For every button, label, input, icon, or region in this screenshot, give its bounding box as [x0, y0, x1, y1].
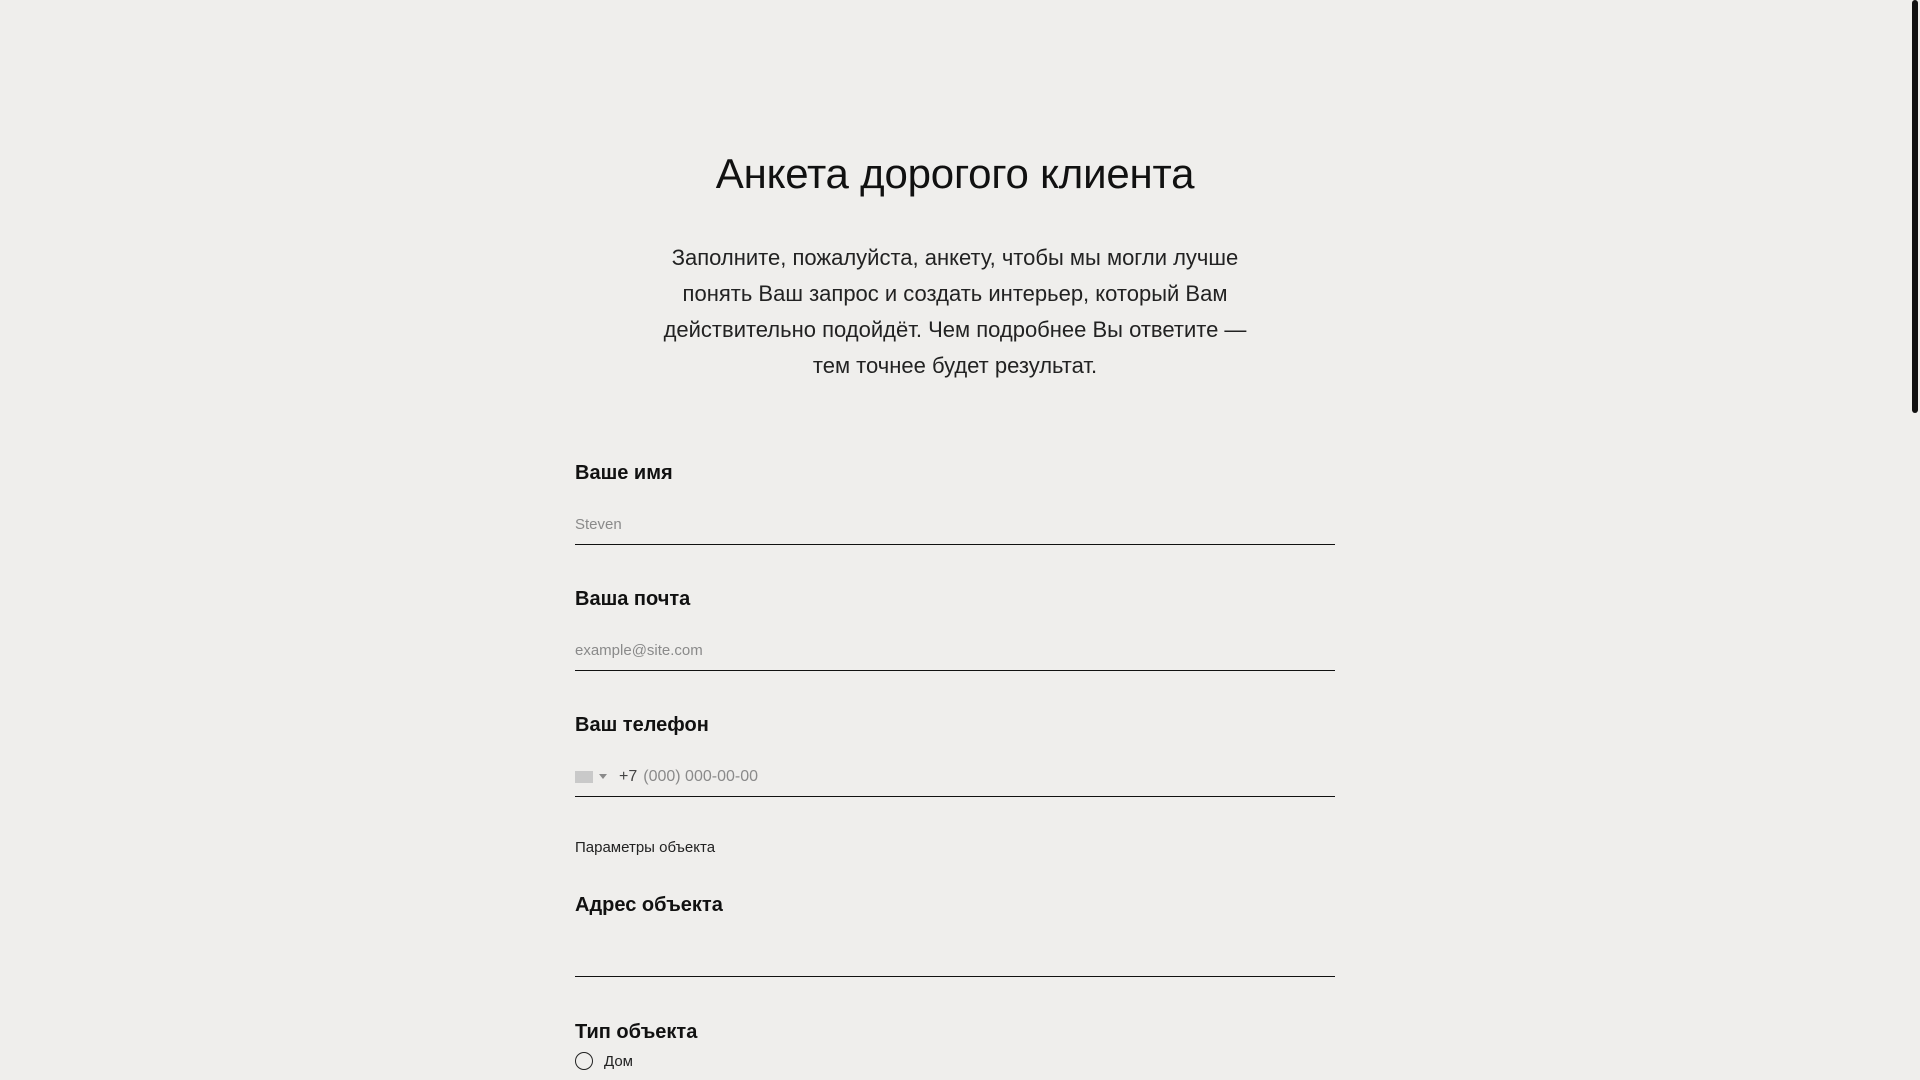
email-field-group: [575, 588, 1335, 671]
scrollbar[interactable]: [1910, 0, 1920, 1080]
address-input[interactable]: [575, 937, 1335, 977]
radio-option-house[interactable]: [575, 1052, 1335, 1070]
scrollbar-thumb[interactable]: [1912, 0, 1918, 413]
name-input[interactable]: [575, 505, 1335, 545]
address-field-group: [575, 894, 1335, 977]
radio-circle-icon[interactable]: [575, 1052, 593, 1070]
address-label: Адрес объекта: [575, 894, 723, 916]
intro-text: Заполните, пожалуйста, анкету, чтобы мы могли лучше понять Ваш запрос и создать интерьер, который Вам действительно подойдёт. Чем подробнее Вы ответите — тем точнее будет результат.: [663, 245, 1247, 378]
object-type-label: Тип объекта: [575, 1021, 698, 1043]
section-title: Параметры объекта: [575, 839, 716, 856]
phone-country-code: +7: [619, 767, 638, 785]
page-title: Анкета дорогого клиента: [715, 150, 1195, 197]
name-field-group: [575, 462, 1335, 545]
phone-row: [575, 757, 1335, 797]
phone-label: Ваш телефон: [575, 714, 709, 736]
object-type-group: [575, 1021, 1335, 1070]
country-flag-icon[interactable]: [575, 771, 593, 783]
email-label: Ваша почта: [575, 588, 691, 610]
name-label: Ваше имя: [575, 462, 673, 484]
radio-option-label: Дом: [604, 1052, 633, 1070]
chevron-down-icon[interactable]: [599, 774, 607, 779]
email-input[interactable]: [575, 631, 1335, 671]
phone-field-group: [575, 714, 1335, 797]
phone-input[interactable]: [643, 768, 1243, 786]
